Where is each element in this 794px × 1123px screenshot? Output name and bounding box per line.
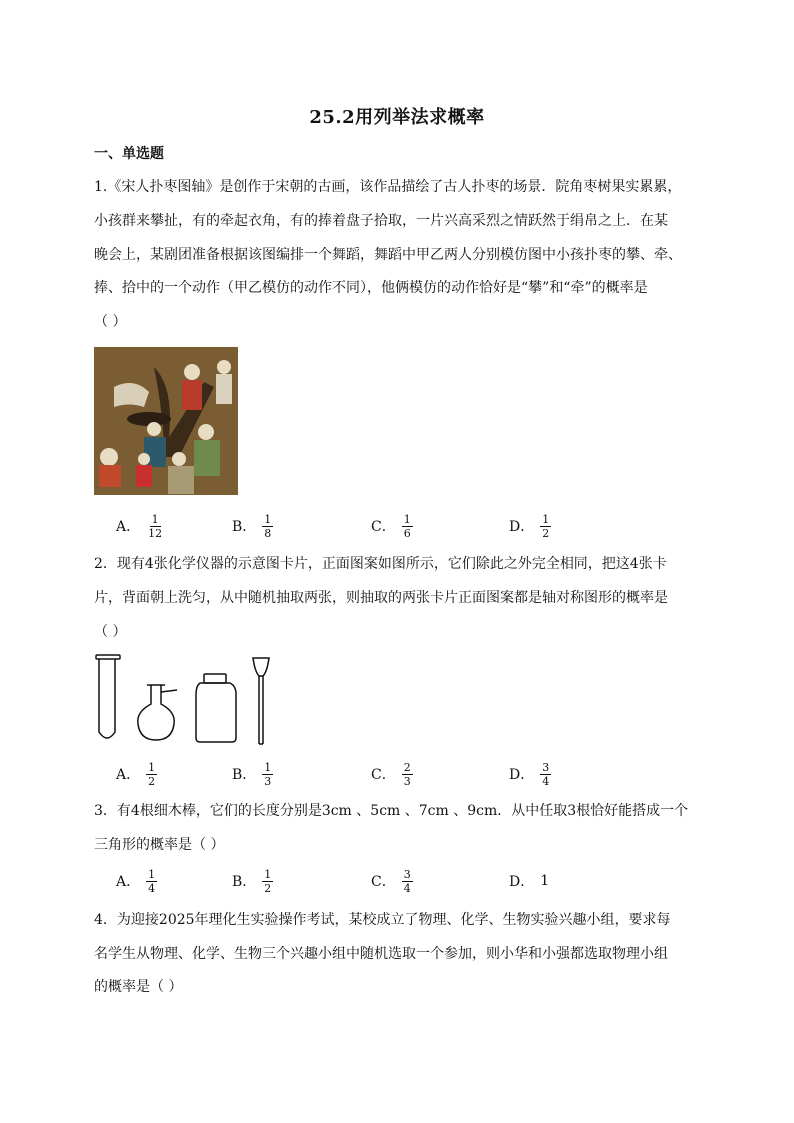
q1-option-b[interactable]: B． $\frac{1}{8}$ [232, 512, 272, 540]
q3-option-c[interactable]: C． $\frac{3}{4}$ [371, 867, 411, 895]
fraction: $\frac{2}{3}$ [403, 760, 411, 788]
fraction: $\frac{1}{8}$ [264, 512, 272, 540]
q1-line-2: 小孩群来攀扯，有的牵起衣角，有的捧着盘子拾取，一片兴高采烈之情跃然于绢帛之上．在某 [94, 213, 668, 229]
test-tube-icon [96, 655, 120, 738]
chemistry-instruments-figure [92, 652, 282, 747]
fraction: $\frac{3}{4}$ [403, 867, 411, 895]
q1-line-5: （ ） [94, 314, 127, 330]
q4-line-3: 的概率是（ ） [94, 979, 183, 995]
q3-options [116, 864, 716, 898]
fraction: $\frac{1}{2}$ [148, 760, 156, 788]
painting-image [94, 347, 238, 495]
fraction: $\frac{1}{2}$ [264, 867, 272, 895]
q3-option-b[interactable]: B． $\frac{1}{2}$ [232, 867, 272, 895]
fraction: $\frac{1}{6}$ [403, 512, 411, 540]
q2-option-c[interactable]: C． $\frac{2}{3}$ [371, 760, 411, 788]
q2-option-d[interactable]: D． $\frac{3}{4}$ [509, 760, 550, 788]
q2-line-2: 片，背面朝上洗匀，从中随机抽取两张，则抽取的两张卡片正面图案都是轴对称图形的概率是 [94, 590, 668, 606]
q1-options [116, 509, 716, 543]
q2-line-3: （ ） [94, 624, 127, 640]
q1-line-3: 晚会上，某剧团准备根据该图编排一个舞蹈，舞蹈中甲乙两人分别模仿图中小孩扑枣的攀、牵、 [94, 247, 682, 263]
fraction: $\frac{3}{4}$ [542, 760, 550, 788]
page-title: 25.2用列举法求概率 [309, 107, 485, 128]
q1-line-1: 1.《宋人扑枣图轴》是创作于宋朝的古画，该作品描绘了古人扑枣的场景．院角枣树果实累累， [94, 179, 682, 195]
q1-option-c[interactable]: C． $\frac{1}{6}$ [371, 512, 411, 540]
q4-line-1: 4．为迎接2025年理化生实验操作考试，某校成立了物理、化学、生物实验兴趣小组，要求每 [94, 912, 671, 928]
q1-line-4: 捧、拾中的一个动作（甲乙模仿的动作不同），他俩模仿的动作恰好是“攀”和“牵”的概率是 [94, 280, 648, 296]
q2-option-a[interactable]: A． $\frac{1}{2}$ [116, 760, 156, 788]
separatory-funnel-icon [253, 658, 269, 744]
q1-option-a[interactable]: A． $\frac{1}{12}$ [116, 512, 163, 540]
q3-line-1: 3．有4根细木棒，它们的长度分别是3cm 、5cm 、7cm 、9cm．从中任取3根恰好能搭成一个 [94, 803, 689, 819]
section-heading: 一、单选题 [94, 146, 164, 162]
q3-option-a[interactable]: A． $\frac{1}{4}$ [116, 867, 156, 895]
q1-option-d[interactable]: D． $\frac{1}{2}$ [509, 512, 550, 540]
reagent-bottle-icon [196, 674, 236, 742]
q2-options [116, 757, 716, 791]
fraction: $\frac{1}{12}$ [148, 512, 163, 540]
fraction: $\frac{1}{3}$ [264, 760, 272, 788]
q2-option-b[interactable]: B． $\frac{1}{3}$ [232, 760, 272, 788]
q3-line-2: 三角形的概率是（ ） [94, 837, 225, 853]
option-value: 1 [540, 873, 550, 889]
q2-line-1: 2．现有4张化学仪器的示意图卡片，正面图案如图所示，它们除此之外完全相同，把这4张卡 [94, 556, 667, 572]
fraction: $\frac{1}{2}$ [542, 512, 550, 540]
q3-option-d[interactable]: D． 1 [509, 873, 550, 890]
q4-line-2: 名学生从物理、化学、生物三个兴趣小组中随机选取一个参加，则小华和小强都选取物理小组 [94, 946, 668, 962]
flask-icon [138, 685, 177, 740]
fraction: $\frac{1}{4}$ [148, 867, 156, 895]
